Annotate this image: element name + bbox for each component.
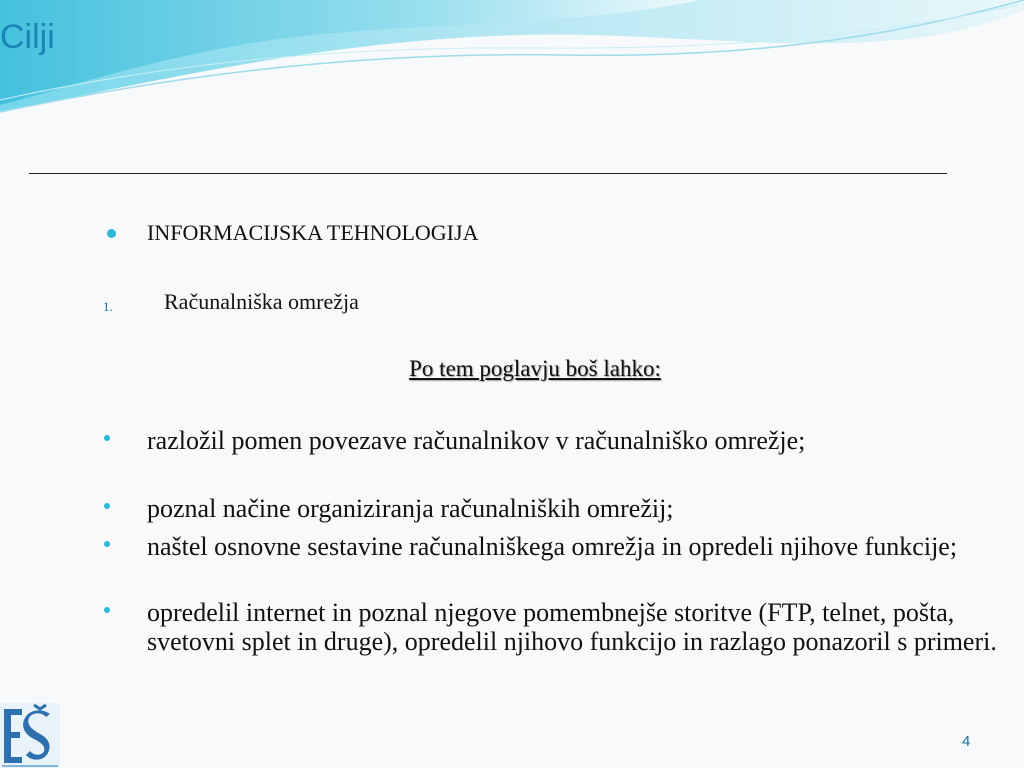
goal-bullet-icon bbox=[104, 541, 110, 547]
chapter-number: 1. bbox=[103, 299, 113, 314]
topic-heading: INFORMACIJSKA TEHNOLOGIJA bbox=[147, 220, 479, 245]
goal-item: opredelil internet in poznal njegove pomembnejše storitve (FTP, telnet, pošta, svetovni splet in druge), opredelil njihovo funkcijo in razlago ponazoril s primeri. bbox=[147, 598, 997, 656]
goal-bullet-icon bbox=[104, 435, 110, 441]
header-wave-decoration bbox=[0, 0, 1024, 140]
slide-title: Cilji bbox=[0, 18, 55, 56]
topic-bullet-icon bbox=[107, 229, 116, 238]
goal-item: naštel osnovne sestavine računalniškega omrežja in opredeli njihove funkcije; bbox=[147, 532, 958, 561]
chapter-title: Računalniška omrežja bbox=[164, 289, 359, 314]
goal-item: razložil pomen povezave računalnikov v računalniško omrežje; bbox=[147, 426, 806, 455]
goal-bullet-icon bbox=[104, 607, 110, 613]
goal-bullet-icon bbox=[104, 503, 110, 509]
es-logo bbox=[0, 703, 60, 768]
goals-subheading: Po tem poglavju boš lahko: bbox=[409, 356, 661, 381]
title-divider bbox=[29, 173, 947, 174]
page-number: 4 bbox=[962, 733, 971, 750]
goal-item: poznal načine organiziranja računalniških omrežij; bbox=[147, 494, 674, 523]
